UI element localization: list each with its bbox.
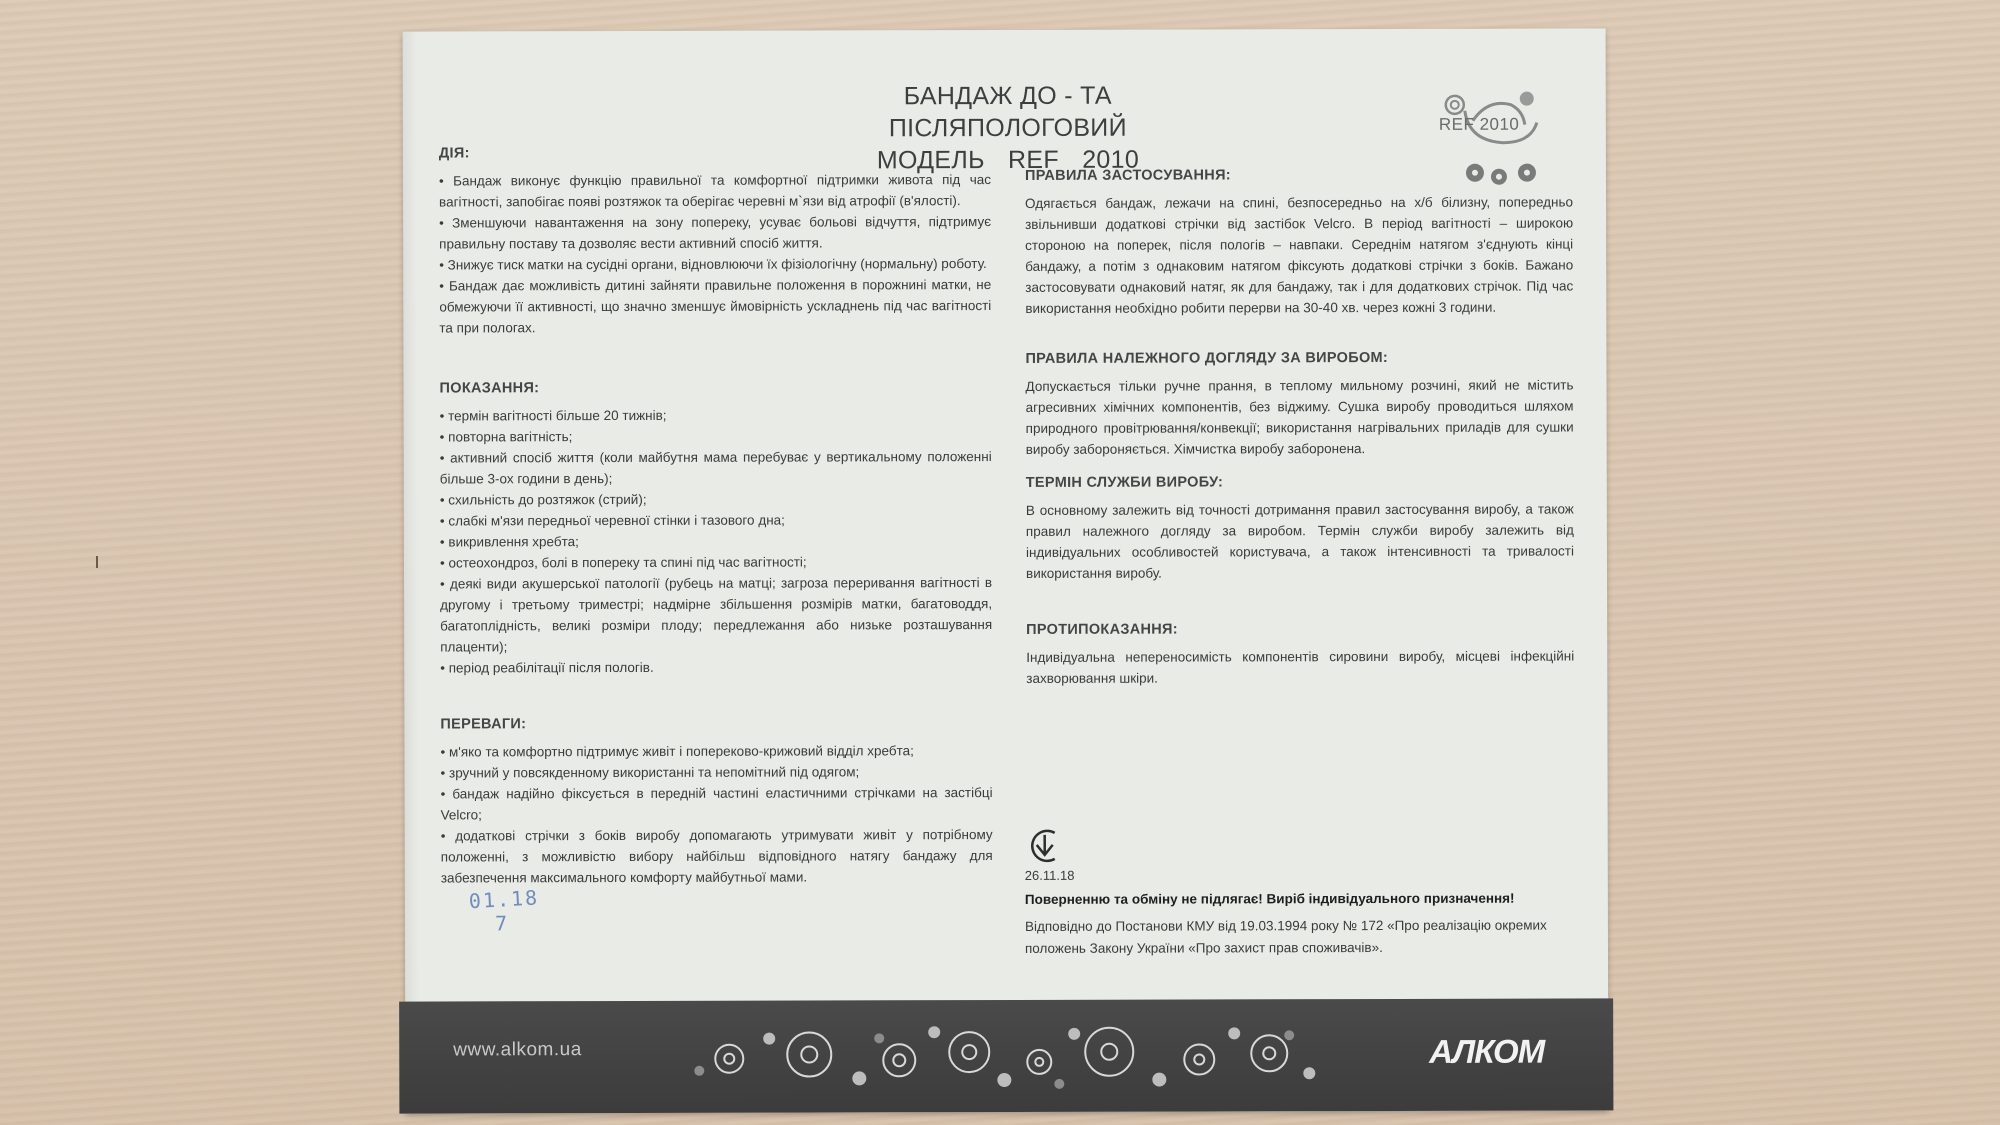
list-item: • термін вагітності більше 20 тижнів; xyxy=(439,407,667,424)
return-notice: Поверненню та обміну не підлягає! Виріб індивідуального призначення! xyxy=(1024,890,1515,907)
section-action xyxy=(439,142,992,338)
table-mark xyxy=(96,556,98,568)
list-item: • деякі види акушерської патології (рубець на матці; загроза переривання вагітності в другому і третьому триместрі; надмірне збільшення розмірів матки, багатоводдя, багатоплідність, великі розміри плоду; передлежання або низьке розташування плаценти); xyxy=(440,575,993,655)
instruction-sheet xyxy=(403,28,1609,1113)
section-title: ПЕРЕВАГИ: xyxy=(440,716,527,733)
certification-mark-icon xyxy=(1025,825,1065,871)
list-item: • додаткові стрічки з боків виробу допомагають утримувати живіт у потрібному положенні, з можливістю вибору найбільш відповідного натягу бандажу для забезпечення максимального комфорту майбутньої мами. xyxy=(440,827,993,886)
paragraph: • Зменшуючи навантаження на зону попереку, усуває больові відчуття, підтримує правильну поставу та дозволяє вести активний спосіб життя. xyxy=(439,214,992,252)
section-indications xyxy=(439,377,992,678)
list-item: • повторна вагітність; xyxy=(439,429,573,445)
title-model-ref: REF xyxy=(1007,145,1059,174)
title-model-number: 2010 xyxy=(1082,145,1140,174)
handwritten-stamp-date: 01.18 xyxy=(468,885,540,914)
brand-logo: АЛКОМ xyxy=(1429,1032,1545,1070)
section-title: ПРОТИПОКАЗАННЯ: xyxy=(1026,621,1178,638)
list-item: • остеохондроз, болі в попереку та спині під час вагітності; xyxy=(439,554,807,571)
list-item: • активний спосіб життя (коли майбутня мама перебуває у вертикальному положенні більше 3-ох години в день); xyxy=(439,449,992,487)
list-item: • викривлення хребта; xyxy=(439,534,579,550)
flower-decoration-icon xyxy=(669,1007,1339,1105)
handwritten-stamp-number: 7 xyxy=(494,911,507,936)
section-title: ДІЯ: xyxy=(438,145,470,162)
section-care-rules xyxy=(1025,348,1573,460)
section-service-life xyxy=(1026,472,1574,584)
list-item: • період реабілітації після пологів. xyxy=(440,659,654,676)
footer-url: www.alkom.ua xyxy=(453,1039,582,1061)
paragraph: Індивідуальна непереносимість компонентів сировини виробу, місцеві інфекційні захворювання шкіри. xyxy=(1026,648,1575,686)
logo-text: REF 2010 xyxy=(1438,114,1520,134)
paragraph: • Бандаж виконує функцію правильної та комфортної підтримки живота під час вагітності, запобігає появі розтяжок та оберігає черевні м`язи від атрофії (в'ялості). xyxy=(438,172,991,210)
list-item: • слабкі м'язи передньої черевної стінки і тазового дна; xyxy=(439,512,785,529)
footer-band xyxy=(399,998,1613,1113)
date-label: 26.11.18 xyxy=(1024,867,1075,883)
right-column xyxy=(1025,165,1574,689)
section-title: ПРАВИЛА НАЛЕЖНОГО ДОГЛЯДУ ЗА ВИРОБОМ: xyxy=(1025,349,1389,367)
list-item: • бандаж надійно фіксується в передній частині еластичними стрічками на застібці Velcro; xyxy=(440,785,993,823)
section-contraindications xyxy=(1026,619,1574,689)
list-item: • м'яко та комфортно підтримує живіт і попереково-крижовий відділ хребта; xyxy=(440,743,914,760)
paragraph: • Знижує тиск матки на сусідні органи, відновлюючи їх фізіологічну (нормальну) роботу. xyxy=(439,256,987,273)
section-advantages xyxy=(440,713,992,888)
paragraph: В основному залежить від точності дотримання правил застосування виробу, а також правил належного догляду за виробом. Термін служби виробу залежить від індивідуальних особливостей користувача, а також інтенсивності та тривалості використання виробу. xyxy=(1025,501,1574,581)
paragraph: Допускається тільки ручне прання, в теплому мильному розчині, який не містить агресивних хімічних компонентів, без віджиму. Сушка виробу проводиться шляхом природного провітрювання/конвекції; використання нагрівальних приладів для сушки виробу забороняється. Хімчистка виробу заборонена. xyxy=(1025,377,1574,457)
paragraph: • Бандаж дає можливість дитині зайняти правильне положення в порожнині матки, не обмежуючи її активності, що значно зменшує ймовірність ускладнень під час вагітності та при пологах. xyxy=(439,277,992,336)
list-item: • схильність до розтяжок (стрий); xyxy=(439,491,647,508)
left-column xyxy=(439,142,993,888)
section-title: ПОКАЗАННЯ: xyxy=(439,380,540,397)
list-item: • зручний у повсякденному використанні та непомітний під одягом; xyxy=(440,764,860,781)
section-title: ПРАВИЛА ЗАСТОСУВАННЯ: xyxy=(1024,167,1231,184)
legal-notice: Відповідно до Постанови КМУ від 19.03.1994 року № 172 «Про реалізацію окремих положень Закону України «Про захист прав споживачів». xyxy=(1024,917,1547,956)
paragraph: Одягається бандаж, лежачи на спині, безпосередньо на х/б білизну, попередньо звільнивши додаткові стрічки від застібок Velcro. В період вагітності – широкою стороною на поперек, після пологів – навпаки. Середнім натягом з'єднують кінці бандажу, а потім з однаковим натягом фіксують додаткові стрічки з боків. Бажано застосовувати однаковий натяг, як для бандажу, так і для додаткових стрічок. Під час використання необхідно робити перерви на 30-40 хв. через кожні 3 години. xyxy=(1025,194,1574,316)
title-model-label: МОДЕЛЬ xyxy=(876,146,985,175)
section-application-rules xyxy=(1025,165,1573,319)
section-title: ТЕРМІН СЛУЖБИ ВИРОБУ: xyxy=(1025,474,1224,491)
title-line-1: БАНДАЖ ДО - ТА ПІСЛЯПОЛОГОВИЙ xyxy=(888,81,1127,143)
